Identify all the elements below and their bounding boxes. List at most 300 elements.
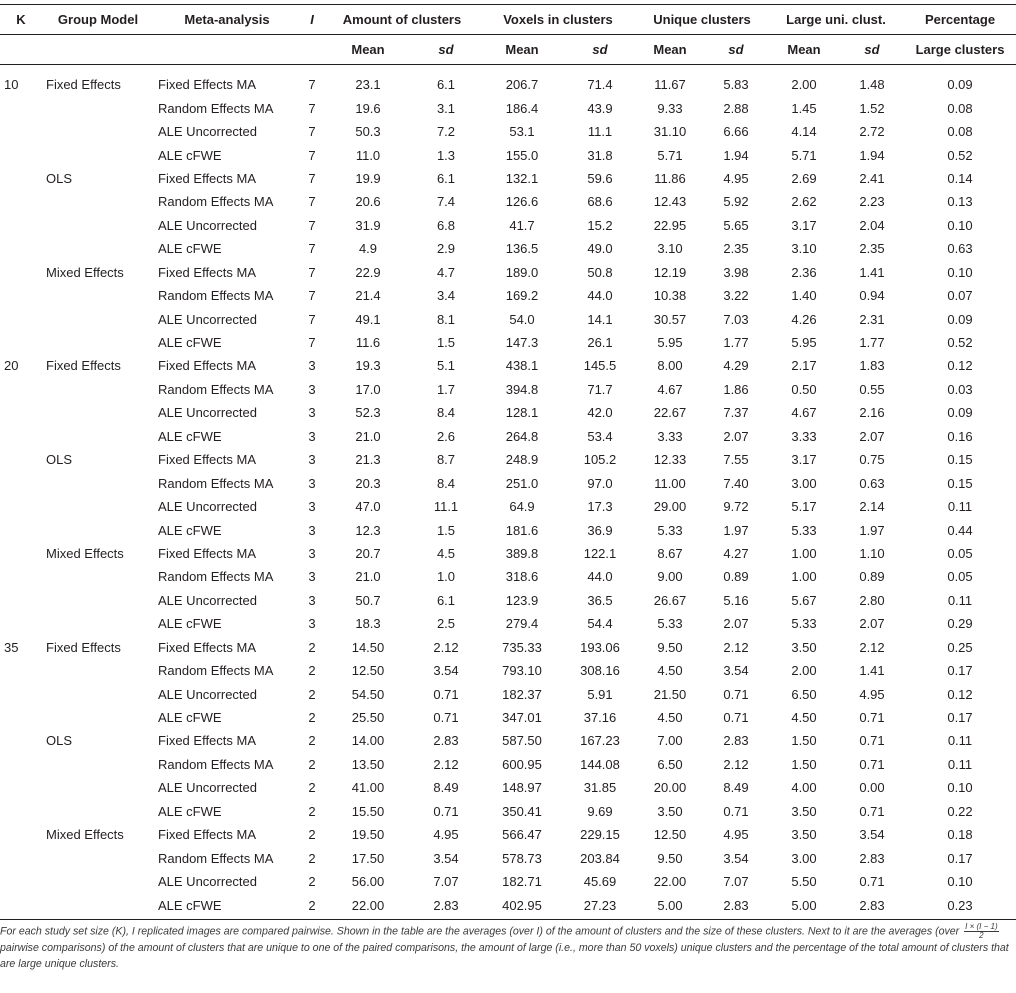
subheader-unique-sd [704, 35, 768, 65]
cell-percentage: 0.03 [947, 381, 973, 397]
cell-voxels-mean: 389.8 [505, 545, 539, 561]
cell-amount-mean: 54.50 [351, 686, 385, 702]
cell-k [0, 120, 42, 143]
cell-voxels-sd: 17.3 [587, 499, 613, 515]
cell-unique-mean: 22.67 [653, 405, 687, 421]
cell-percentage: 0.52 [947, 335, 973, 351]
cell-large-sd: 0.71 [859, 710, 885, 726]
cell-large-sd: 0.89 [859, 569, 885, 585]
cell-large-sd: 1.83 [859, 358, 885, 374]
cell-percentage: 0.09 [947, 77, 973, 93]
cell-group-model [42, 893, 154, 919]
cell-large-sd: 4.95 [859, 686, 885, 702]
cell-group-model [42, 612, 154, 635]
cell-amount-sd: 2.12 [433, 756, 459, 772]
cell-group-model [42, 143, 154, 166]
cell-voxels-mean: 181.6 [505, 522, 539, 538]
cell-i: 7 [308, 335, 316, 351]
cell-large-mean: 3.00 [791, 850, 817, 866]
cell-amount-sd: 3.4 [436, 288, 456, 304]
cell-amount-sd: 3.54 [433, 663, 459, 679]
cell-meta-analysis: ALE Uncorrected [158, 874, 257, 890]
cell-amount-mean: 17.50 [351, 850, 385, 866]
subheader-empty [0, 35, 42, 65]
cell-meta-analysis: Random Effects MA [158, 475, 274, 491]
cell-unique-mean: 21.50 [653, 686, 687, 702]
cell-meta-analysis: ALE cFWE [158, 522, 222, 538]
table-row [0, 636, 1016, 659]
cell-unique-sd: 0.71 [723, 803, 749, 819]
cell-voxels-mean: 350.41 [502, 803, 542, 819]
cell-amount-sd: 5.1 [436, 358, 456, 374]
cell-i: 3 [308, 522, 316, 538]
cell-voxels-mean: 123.9 [505, 592, 539, 608]
cell-large-sd: 1.48 [859, 77, 885, 93]
cell-unique-mean: 12.50 [653, 827, 687, 843]
cell-unique-sd: 3.54 [723, 663, 749, 679]
cell-k: 10 [4, 77, 19, 93]
table-row [0, 214, 1016, 237]
cell-unique-mean: 12.33 [653, 452, 687, 468]
table-row [0, 401, 1016, 424]
subheader-large-mean: Mean [768, 35, 840, 65]
cell-group-model [42, 565, 154, 588]
cell-large-sd: 1.41 [859, 663, 885, 679]
cell-amount-sd: 11.1 [433, 499, 459, 515]
cell-unique-sd: 1.94 [723, 147, 749, 163]
cell-amount-sd: 8.1 [436, 311, 456, 327]
cell-large-mean: 5.33 [791, 616, 817, 632]
cell-unique-sd: 0.71 [723, 710, 749, 726]
cell-meta-analysis: ALE Uncorrected [158, 686, 257, 702]
cell-i: 2 [308, 874, 316, 890]
cell-large-sd: 2.16 [859, 405, 885, 421]
cell-unique-mean: 4.50 [657, 663, 683, 679]
cell-unique-mean: 3.50 [657, 803, 683, 819]
cell-unique-mean: 20.00 [653, 780, 687, 796]
subheader-empty [42, 35, 154, 65]
table-row [0, 870, 1016, 893]
cell-i: 3 [308, 475, 316, 491]
cell-large-sd: 2.04 [859, 217, 885, 233]
cell-percentage: 0.10 [947, 264, 973, 280]
cell-amount-sd: 2.9 [436, 241, 456, 257]
cell-k [0, 401, 42, 424]
cell-meta-analysis: Random Effects MA [158, 569, 274, 585]
cell-large-sd: 0.71 [859, 803, 885, 819]
sd-label: sd [728, 42, 744, 57]
cell-large-sd: 2.41 [859, 170, 885, 186]
cell-k [0, 214, 42, 237]
cell-i: 2 [308, 710, 316, 726]
cell-amount-mean: 21.3 [355, 452, 381, 468]
cell-unique-sd: 4.95 [723, 827, 749, 843]
cell-voxels-mean: 251.0 [505, 475, 539, 491]
cell-amount-sd: 6.1 [436, 592, 456, 608]
cell-amount-mean: 4.9 [358, 241, 378, 257]
cell-meta-analysis: Fixed Effects MA [158, 452, 257, 468]
cell-meta-analysis: ALE Uncorrected [158, 124, 257, 140]
table-row [0, 307, 1016, 330]
cell-k [0, 870, 42, 893]
cell-unique-sd: 4.29 [723, 358, 749, 374]
cell-k [0, 846, 42, 869]
cell-large-sd: 2.23 [859, 194, 885, 210]
cell-i: 3 [308, 545, 316, 561]
cell-percentage: 0.12 [947, 358, 973, 374]
cell-amount-mean: 17.0 [355, 381, 381, 397]
cell-voxels-sd: 37.16 [583, 710, 617, 726]
cell-amount-mean: 23.1 [355, 77, 381, 93]
table-row [0, 354, 1016, 377]
cell-meta-analysis: Fixed Effects MA [158, 170, 257, 186]
cell-amount-sd: 7.4 [436, 194, 456, 210]
cell-k [0, 284, 42, 307]
cell-unique-mean: 22.95 [653, 217, 687, 233]
cell-percentage: 0.17 [947, 663, 973, 679]
cell-group-model [42, 753, 154, 776]
cell-voxels-mean: 318.6 [505, 569, 539, 585]
cell-large-sd: 0.75 [859, 452, 885, 468]
table-row [0, 729, 1016, 752]
cell-meta-analysis: ALE cFWE [158, 803, 222, 819]
cell-large-mean: 5.67 [791, 592, 817, 608]
cell-unique-mean: 9.50 [657, 639, 683, 655]
cell-amount-mean: 14.50 [351, 639, 385, 655]
cell-k [0, 800, 42, 823]
cell-percentage: 0.10 [947, 780, 973, 796]
header-group-model: Group Model [42, 5, 154, 35]
sd-label: sd [864, 42, 880, 57]
cell-k [0, 307, 42, 330]
sd-label: sd [438, 42, 454, 57]
cell-unique-sd: 2.07 [723, 428, 749, 444]
cell-amount-mean: 41.00 [351, 780, 385, 796]
cell-amount-sd: 8.49 [433, 780, 459, 796]
cell-voxels-sd: 97.0 [587, 475, 613, 491]
cell-percentage: 0.13 [947, 194, 973, 210]
cell-group-model [42, 518, 154, 541]
cell-group-model [42, 120, 154, 143]
cell-group-model [42, 96, 154, 119]
cell-percentage: 0.10 [947, 874, 973, 890]
cell-unique-sd: 5.92 [723, 194, 749, 210]
cell-unique-mean: 4.50 [657, 710, 683, 726]
cell-i: 2 [308, 827, 316, 843]
cell-voxels-sd: 105.2 [583, 452, 617, 468]
cell-amount-sd: 4.5 [436, 545, 456, 561]
cell-meta-analysis: ALE cFWE [158, 428, 222, 444]
cell-group-model [42, 682, 154, 705]
header-k: K [0, 5, 42, 35]
cell-unique-mean: 10.38 [653, 288, 687, 304]
cell-group-model: Mixed Effects [46, 264, 124, 280]
cell-amount-sd: 8.4 [436, 405, 456, 421]
cell-k [0, 682, 42, 705]
cell-unique-mean: 8.00 [657, 358, 683, 374]
table-row [0, 846, 1016, 869]
cell-k [0, 612, 42, 635]
cell-unique-sd: 1.97 [723, 522, 749, 538]
cell-large-sd: 2.83 [840, 893, 904, 919]
cell-voxels-mean: 155.0 [505, 147, 539, 163]
cell-large-mean: 3.10 [791, 241, 817, 257]
cell-unique-mean: 5.33 [657, 522, 683, 538]
cell-k [0, 261, 42, 284]
cell-amount-sd: 2.83 [433, 733, 459, 749]
cell-unique-sd: 7.55 [723, 452, 749, 468]
footnote-part2: pairwise comparisons) of the amount of clusters that are unique to one of the paired comparisons, the amount of large (i.e., more than 50 voxels) unique clusters and the percentage of the total amount of clusters that are large unique clusters. [0, 942, 1009, 970]
cell-amount-sd: 7.2 [436, 124, 456, 140]
cell-unique-sd: 5.83 [723, 77, 749, 93]
cell-large-sd: 1.52 [859, 100, 885, 116]
cell-k [0, 448, 42, 471]
table-row [0, 800, 1016, 823]
cell-unique-sd: 2.83 [723, 733, 749, 749]
cell-large-sd: 1.94 [859, 147, 885, 163]
cell-large-mean: 4.14 [791, 124, 817, 140]
cell-group-model [42, 800, 154, 823]
cell-large-sd: 2.72 [859, 124, 885, 140]
cell-group-model [42, 237, 154, 260]
cell-unique-sd: 4.95 [723, 170, 749, 186]
cell-amount-sd: 1.5 [436, 522, 456, 538]
cell-voxels-mean: 132.1 [505, 170, 539, 186]
table-row [0, 65, 1016, 97]
cell-percentage: 0.11 [947, 756, 973, 772]
cell-unique-sd: 3.98 [723, 264, 749, 280]
subheader-voxels-mean: Mean [480, 35, 564, 65]
cell-amount-sd: 6.8 [436, 217, 456, 233]
fraction-numerator: I × (I − 1) [965, 922, 998, 931]
cell-voxels-sd: 5.91 [587, 686, 613, 702]
cell-group-model [42, 846, 154, 869]
table-body [0, 65, 1016, 920]
cell-percentage: 0.17 [947, 850, 973, 866]
cell-voxels-sd: 27.23 [564, 893, 636, 919]
cell-amount-sd: 1.3 [436, 147, 456, 163]
header-large-unique-clusters: Large uni. clust. [768, 5, 904, 35]
cell-meta-analysis: Random Effects MA [158, 381, 274, 397]
cell-meta-analysis: Fixed Effects MA [158, 264, 257, 280]
cell-group-model: OLS [46, 170, 73, 186]
cell-large-mean: 2.62 [791, 194, 817, 210]
cell-large-sd: 2.83 [859, 850, 885, 866]
cell-large-mean: 3.17 [791, 452, 817, 468]
cell-voxels-sd: 59.6 [587, 170, 613, 186]
cell-meta-analysis: ALE cFWE [158, 241, 222, 257]
cell-meta-analysis: ALE cFWE [158, 335, 222, 351]
header-i-label: I [310, 12, 314, 27]
cell-k [0, 706, 42, 729]
cell-voxels-mean: 136.5 [505, 241, 539, 257]
cell-k [0, 659, 42, 682]
cell-voxels-mean: 587.50 [502, 733, 542, 749]
cell-unique-mean: 3.33 [657, 428, 683, 444]
cell-amount-sd: 8.4 [436, 475, 456, 491]
footnote-fraction [964, 923, 998, 940]
cell-large-mean: 0.50 [791, 381, 817, 397]
header-voxels-in-clusters: Voxels in clusters [480, 5, 636, 35]
cell-large-mean: 3.33 [791, 428, 817, 444]
cell-voxels-mean: 402.95 [480, 893, 564, 919]
table-row [0, 753, 1016, 776]
cell-amount-mean: 22.00 [324, 893, 412, 919]
cell-k [0, 518, 42, 541]
cell-amount-mean: 50.7 [355, 592, 381, 608]
cell-large-sd: 0.71 [859, 733, 885, 749]
cell-unique-sd: 7.07 [723, 874, 749, 890]
cell-group-model: Fixed Effects [46, 77, 121, 93]
cell-group-model: Mixed Effects [46, 827, 124, 843]
cell-large-mean: 3.50 [791, 827, 817, 843]
cell-meta-analysis: ALE Uncorrected [158, 499, 257, 515]
cell-large-sd: 2.80 [859, 592, 885, 608]
table-row [0, 190, 1016, 213]
cell-voxels-mean: 186.4 [505, 100, 539, 116]
cell-k [0, 729, 42, 752]
cell-voxels-sd: 144.08 [580, 756, 620, 772]
table-row [0, 612, 1016, 635]
cell-voxels-mean: 279.4 [505, 616, 539, 632]
cell-voxels-sd: 9.69 [587, 803, 613, 819]
table-row [0, 589, 1016, 612]
table-row [0, 96, 1016, 119]
cell-amount-sd: 2.6 [436, 428, 456, 444]
cell-unique-sd: 3.22 [723, 288, 749, 304]
cell-unique-mean: 8.67 [657, 545, 683, 561]
cell-meta-analysis: Random Effects MA [158, 288, 274, 304]
cell-amount-mean: 22.9 [355, 264, 381, 280]
cell-voxels-mean: 735.33 [502, 639, 542, 655]
cell-k [0, 143, 42, 166]
cell-percentage: 0.08 [947, 100, 973, 116]
cell-group-model [42, 870, 154, 893]
cell-large-sd: 2.07 [859, 616, 885, 632]
cell-i: 2 [308, 803, 316, 819]
cell-meta-analysis: Random Effects MA [158, 663, 274, 679]
cell-unique-sd: 6.66 [723, 124, 749, 140]
cell-voxels-mean: 189.0 [505, 264, 539, 280]
cell-group-model: Fixed Effects [46, 639, 121, 655]
cell-unique-sd: 8.49 [723, 780, 749, 796]
cell-k [0, 589, 42, 612]
cell-large-mean: 2.00 [791, 77, 817, 93]
cell-amount-sd: 2.12 [433, 639, 459, 655]
cell-percentage: 0.44 [947, 522, 973, 538]
cell-i: 2 [308, 663, 316, 679]
cell-amount-sd: 4.95 [433, 827, 459, 843]
cell-i: 2 [308, 639, 316, 655]
cell-k [0, 776, 42, 799]
cell-meta-analysis: ALE cFWE [158, 710, 222, 726]
cell-k [0, 378, 42, 401]
table-row [0, 893, 1016, 919]
cell-large-mean: 4.26 [791, 311, 817, 327]
cell-amount-sd: 3.1 [436, 100, 456, 116]
cell-unique-mean: 9.33 [657, 100, 683, 116]
cell-large-mean: 5.33 [791, 522, 817, 538]
cell-unique-mean: 5.71 [657, 147, 683, 163]
cell-group-model [42, 425, 154, 448]
cell-large-sd: 0.00 [859, 780, 885, 796]
cell-k [0, 893, 42, 919]
header-unique-clusters: Unique clusters [636, 5, 768, 35]
cell-meta-analysis: Random Effects MA [158, 756, 274, 772]
cell-amount-mean: 19.9 [355, 170, 381, 186]
table-row [0, 425, 1016, 448]
cell-large-mean: 4.67 [791, 405, 817, 421]
cell-percentage: 0.23 [904, 893, 1016, 919]
table-footnote [0, 923, 1012, 972]
cell-group-model [42, 307, 154, 330]
cell-amount-sd: 0.71 [433, 686, 459, 702]
cell-i: 2 [308, 780, 316, 796]
cell-large-sd: 0.71 [859, 874, 885, 890]
cell-voxels-sd: 308.16 [580, 663, 620, 679]
table-row [0, 776, 1016, 799]
cell-voxels-mean: 64.9 [509, 499, 535, 515]
cell-amount-mean: 50.3 [355, 124, 381, 140]
cell-meta-analysis: ALE cFWE [154, 893, 300, 919]
results-table [0, 4, 1016, 920]
cell-unique-sd: 1.86 [723, 381, 749, 397]
cell-group-model [42, 471, 154, 494]
cell-i: 3 [308, 616, 316, 632]
cell-large-mean: 5.50 [791, 874, 817, 890]
cell-large-sd: 0.71 [859, 756, 885, 772]
cell-group-model [42, 401, 154, 424]
cell-large-mean: 3.00 [791, 475, 817, 491]
cell-percentage: 0.11 [947, 592, 973, 608]
cell-voxels-sd: 71.7 [587, 381, 613, 397]
cell-i: 3 [308, 452, 316, 468]
cell-unique-sd: 9.72 [723, 499, 749, 515]
cell-large-mean: 1.00 [791, 545, 817, 561]
table-header [0, 5, 1016, 65]
cell-amount-mean: 21.4 [355, 288, 381, 304]
cell-voxels-sd: 31.85 [583, 780, 617, 796]
cell-large-sd: 2.31 [859, 311, 885, 327]
cell-amount-mean: 21.0 [355, 569, 381, 585]
cell-k [0, 823, 42, 846]
subheader-large-clusters: Large clusters [904, 35, 1016, 65]
cell-voxels-sd: 26.1 [587, 335, 613, 351]
cell-unique-mean: 11.67 [654, 77, 686, 93]
cell-meta-analysis: ALE cFWE [158, 147, 222, 163]
cell-large-mean: 1.50 [791, 733, 817, 749]
cell-i: 7 [308, 147, 316, 163]
cell-group-model [42, 776, 154, 799]
cell-unique-mean: 9.50 [657, 850, 683, 866]
cell-i: 2 [300, 893, 324, 919]
table-row [0, 518, 1016, 541]
table-row [0, 823, 1016, 846]
cell-unique-mean: 22.00 [653, 874, 687, 890]
cell-voxels-mean: 438.1 [505, 358, 539, 374]
cell-i: 3 [308, 405, 316, 421]
cell-amount-mean: 20.7 [355, 545, 381, 561]
cell-percentage: 0.15 [947, 452, 973, 468]
cell-amount-sd: 0.71 [433, 803, 459, 819]
cell-meta-analysis: Fixed Effects MA [158, 358, 257, 374]
cell-amount-mean: 21.0 [355, 428, 381, 444]
cell-i: 3 [308, 428, 316, 444]
cell-voxels-mean: 148.97 [502, 780, 542, 796]
cell-percentage: 0.63 [947, 241, 973, 257]
cell-i: 7 [308, 311, 316, 327]
cell-i: 3 [308, 381, 316, 397]
